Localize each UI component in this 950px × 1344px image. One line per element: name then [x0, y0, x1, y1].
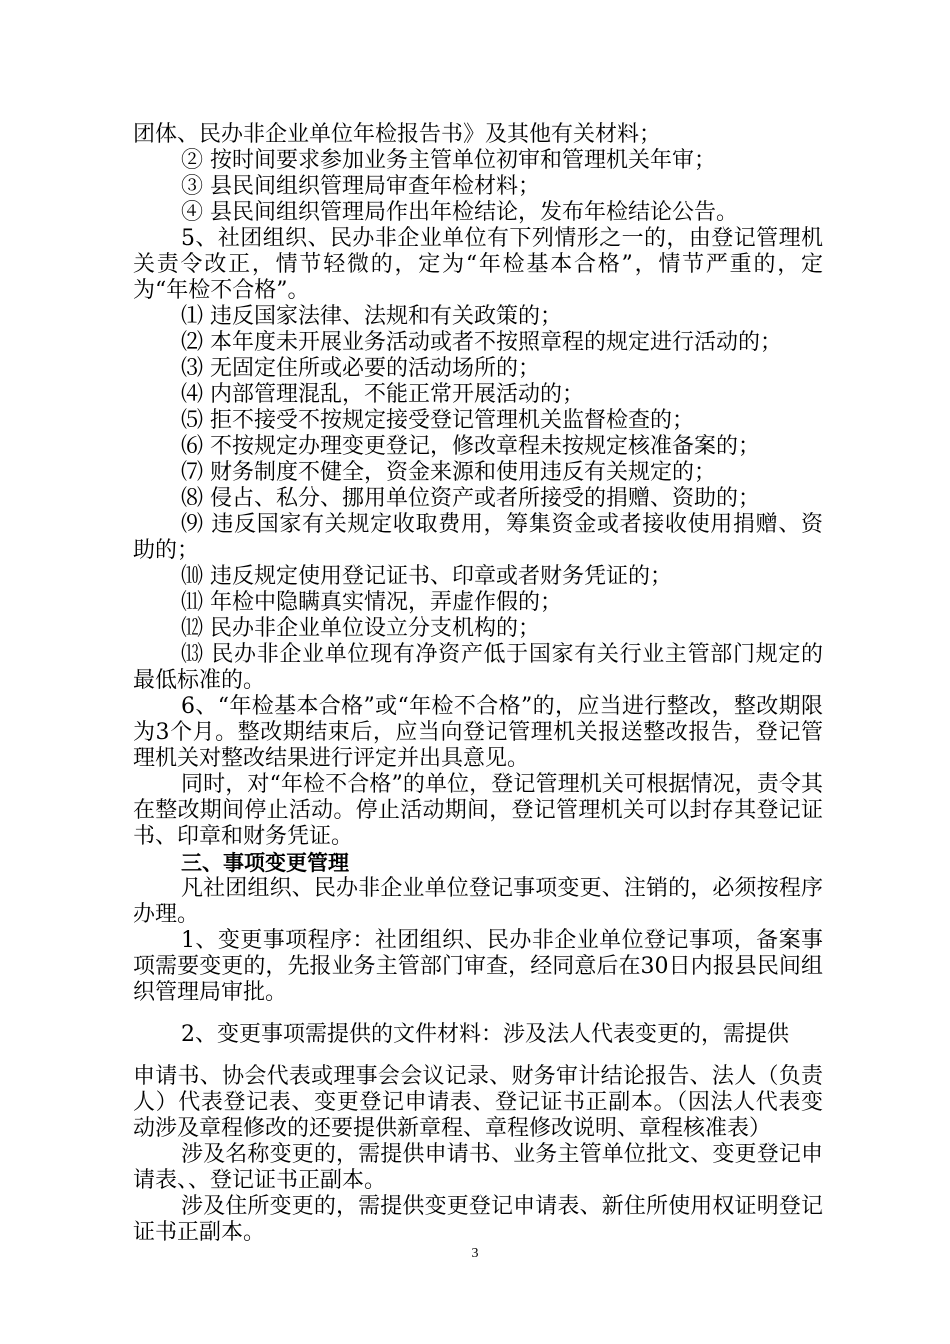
list-item-condition-2: ⑵ 本年度未开展业务活动或者不按照章程的规定进行活动的； — [181, 330, 782, 355]
paragraph-change-procedure: 1、变更事项程序：社团组织、民办非企业单位登记事项，备案事项需要变更的，先报业务主管部门审查，经同意后在30日内报县民间组织管理局审批。 — [133, 928, 823, 1005]
list-item-condition-7: ⑺ 财务制度不健全，资金来源和使用违反有关规定的； — [181, 460, 716, 485]
list-item-condition-10: ⑽ 违反规定使用登记证书、印章或者财务凭证的； — [181, 564, 672, 589]
paragraph-item-5: 5、社团组织、民办非企业单位有下列情形之一的，由登记管理机关责令改正，情节轻微的，定为“年检基本合格”，情节严重的，定为“年检不合格”。 — [133, 226, 823, 303]
paragraph-continuation: 团体、民办非企业单位年检报告书》及其他有关材料； — [133, 122, 662, 147]
list-item-condition-11: ⑾ 年检中隐瞒真实情况，弄虚作假的； — [181, 590, 562, 615]
list-item-step-3: ③ 县民间组织管理局审查年检材料； — [181, 174, 540, 199]
list-item-condition-3: ⑶ 无固定住所或必要的活动场所的； — [181, 356, 540, 381]
section-heading: 三、事项变更管理 — [181, 851, 349, 875]
paragraph-suspension: 同时，对“年检不合格”的单位，登记管理机关可根据情况，责令其在整改期间停止活动。停止活动期间，登记管理机关可以封存其登记证书、印章和财务凭证。 — [133, 772, 823, 849]
list-item-condition-12: ⑿ 民办非企业单位设立分支机构的； — [181, 616, 540, 641]
list-item-condition-4: ⑷ 内部管理混乱，不能正常开展活动的； — [181, 382, 584, 407]
paragraph-change-materials: 2、变更事项需提供的文件材料：涉及法人代表变更的，需提供 — [181, 1022, 789, 1047]
paragraph-change-materials-continued: 申请书、协会代表或理事会会议记录、财务审计结论报告、法人（负责人）代表登记表、变更登记申请表、登记证书正副本。（因法人代表变动涉及章程修改的还要提供新章程、章程修改说明、章程核准表） — [133, 1064, 823, 1141]
list-item-step-2: ② 按时间要求参加业务主管单位初审和管理机关年审； — [181, 148, 716, 173]
document-body — [133, 122, 823, 1246]
list-item-condition-9: ⑼ 违反国家有关规定收取费用，筹集资金或者接收使用捐赠、资助的； — [133, 512, 823, 563]
list-item-condition-13: ⒀ 民办非企业单位现有净资产低于国家有关行业主管部门规定的最低标准的。 — [133, 642, 823, 693]
page-number: 3 — [471, 1246, 479, 1261]
paragraph-item-6: 6、“年检基本合格”或“年检不合格”的，应当进行整改，整改期限为3个月。整改期结束后，应当向登记管理机关报送整改报告，登记管理机关对整改结果进行评定并出具意见。 — [133, 694, 823, 771]
list-item-step-4: ④ 县民间组织管理局作出年检结论，发布年检结论公告。 — [181, 200, 738, 225]
paragraph-change-intro: 凡社团组织、民办非企业单位登记事项变更、注销的，必须按程序办理。 — [133, 876, 823, 927]
list-item-condition-5: ⑸ 拒不接受不按规定接受登记管理机关监督检查的； — [181, 408, 694, 433]
list-item-condition-6: ⑹ 不按规定办理变更登记，修改章程未按规定核准备案的； — [181, 434, 760, 459]
paragraph-name-change: 涉及名称变更的，需提供申请书、业务主管单位批文、变更登记申请表、、登记证书正副本。 — [133, 1142, 823, 1193]
list-item-condition-1: ⑴ 违反国家法律、法规和有关政策的； — [181, 304, 562, 329]
list-item-condition-8: ⑻ 侵占、私分、挪用单位资产或者所接受的捐赠、资助的； — [181, 486, 760, 511]
paragraph-address-change: 涉及住所变更的，需提供变更登记申请表、新住所使用权证明登记证书正副本。 — [133, 1194, 823, 1245]
